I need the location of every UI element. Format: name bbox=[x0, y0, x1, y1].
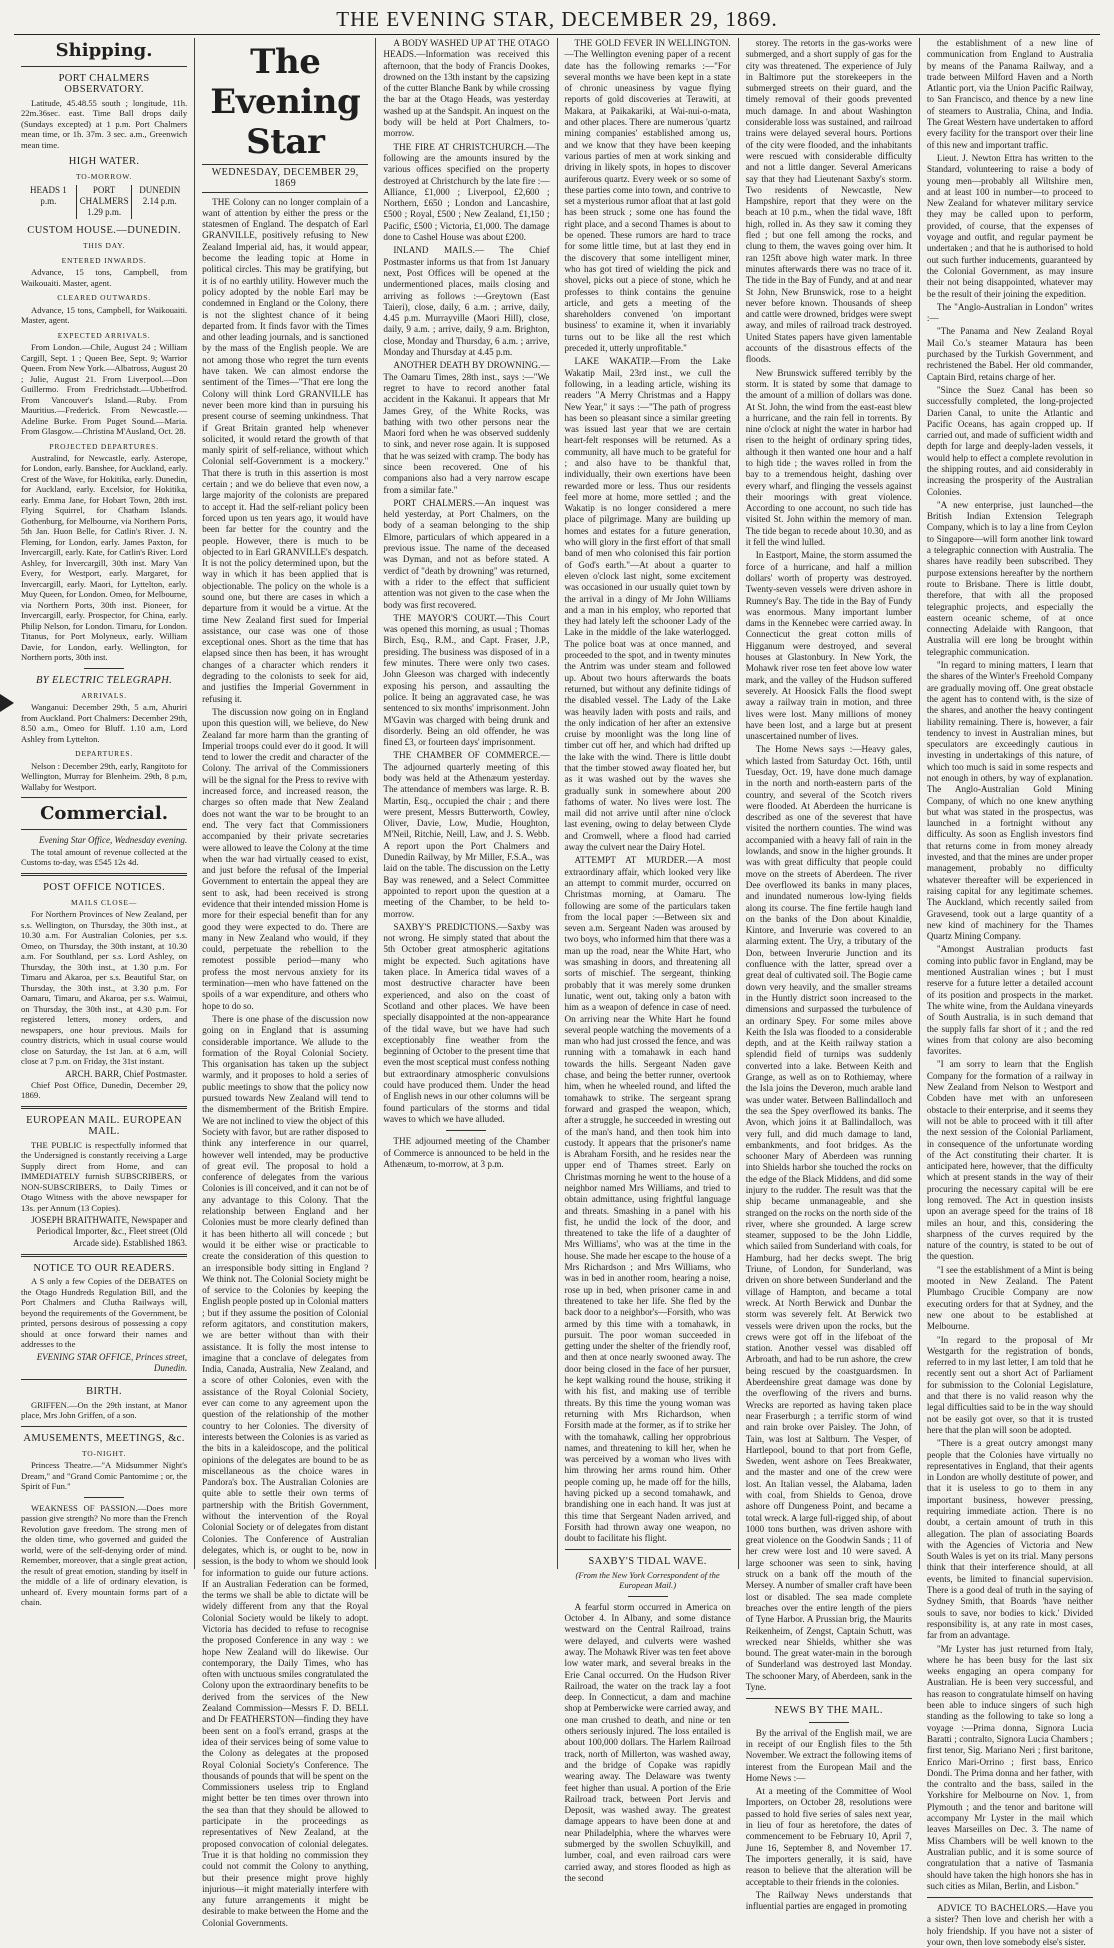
weakness-text: WEAKNESS OF PASSION.—Does more passion give strength? No more than the French Revolution gave freedom. The strong men of the olden time, who governed and guided the world, were of the self-denying order of mind. Remember, moreover, that a single great action, the result of great emotion, standing by itself in the middle of a life of ordinary elevation, is unheard of. Every mountain forms part of a chain. bbox=[21, 1502, 188, 1608]
item-text: —From the Lake Wakatip Mail, 23rd inst., we cull the following, in a leading article, wishing its readers "A Merry Christmas and a Happy New Year," it says :—"The path of progress has been so pleasant since a similar greeting was issued last year that we are certain heart-felt responses will be returned. As a community, all have much to be grateful for ; and also have to be thankful that, individually, their own exertions have been rewarded more or less. Thus our residents feel more at home, more settled ; and the Wakatip is no longer considered a mere place of pilgrimage. Many are building up homes and estates for a future generation, who will glory in the first effort of that small band of men who colonised this fair portion of God's earth."—At about a quarter to eleven o'clock last night, some excitement was occasioned in our usually quiet town by the arrival in a dingy of Mr John Williams and a man in his employ, who reported that they had lately left the schooner Lady of the Lake in the middle of the lake waterlogged. The police boat was at once manned, and proceeded to the spot, and in twenty minutes the Antrim was under steam and followed up. About two hours afterwards the boats returned, but without any definite tidings of the disabled vessel. The Lady of the Lake was heavily laden with posts and rails, and the only indication of her after an extensive cruise by moonlight was the long line of timber cut off her, and which had drifted up the lake with the wind. There is little doubt that the timber stowed away floated her, but as it was washed out by the waves she gradually sunk in somewhere about 200 fathoms of water. No lives were lost. The mail did not arrive until after nine o'clock last evening, owing to delay between Clyde and Cromwell, where a flood had carried away the culvert near the Dairy Hotel. bbox=[564, 356, 731, 853]
item-text: —The following are the amounts insured by the various offices specified on the property destroyed at Christchurch by the late fire :—Alliance, £1,000 ; Liverpool, £2,600 ; Northern, £650 ; London and Lancashire, £500 ; Royal, £500 ; New Zealand, £1,150 ; Pacific, £500 ; Victoria, £1,000. The damage done to Cashel House was about £200. bbox=[383, 141, 550, 243]
post-office-title: POST OFFICE NOTICES. bbox=[43, 881, 166, 893]
pointer-arrow-icon bbox=[0, 694, 14, 712]
cleared-text: Advance, 15 tons, Campbell, for Waikouaiti. Master, agent. bbox=[21, 304, 188, 326]
european-mail-signature: JOSEPH BRAITHWAITE, Newspaper and Periodical Importer, &c., Fleet street (Old Arcade side). Established 1863. bbox=[31, 1215, 188, 1248]
item-heading: THE FIRE AT CHRISTCHURCH. bbox=[393, 141, 527, 152]
departures-text: Australind, for Newcastle, early. Asterope, for London, early. Banshee, for Auckland, early. Crest of the Wave, for Hokitika, early. Dunedin, for Auckland, early. Excelsior, for Hokitika, early. Emma Jane, for Hobart Town, 28th inst. Flying Squirrel, for Chatham Islands. Gothenburg, for Melbourne, via Northern Ports, 5th Jan. Huon Belle, for Catlin's River. J. N. Fleming, for London, early. James Paxton, for Invercargill, early. Kate, for Catlin's River. Lord Ashley, for Invercargill, 30th inst. Mary Van Every, for Westport, early. Margaret, for Invercargill, early. Maori, for Lyttelton, early. Muy Queen, for London. Omeo, for Melbourne, via Northern Ports, 30th inst. Pioneer, for Invercargill, early. Prospector, for China, early. Philip Nelson, for London. Timaru, for London. Titanus, for Port Molyneux, early. William Davie, for London, early. Wellington, for Northern ports, 30th inst. bbox=[21, 452, 188, 663]
divider bbox=[927, 1897, 1093, 1898]
tel-departures-label: DEPARTURES. bbox=[75, 749, 134, 759]
item-heading: ATTEMPT AT MURDER. bbox=[574, 855, 688, 866]
entered-label: ENTERED INWARDS. bbox=[61, 256, 147, 266]
item-heading: THE GOLD FEVER IN WELLINGTON. bbox=[574, 38, 731, 48]
local-item bbox=[383, 922, 549, 1125]
divider bbox=[746, 1698, 912, 1699]
editorial-paragraph-3: There is one phase of the discussion now going on in England that is assuming considerable importance. We allude to the formation of the Royal Colonial Society. This organisation has taken up the subject warmly, and it proposes to hold a series of public meetings to show that the policy now pursued towards New Zealand will tend to the dismemberment of the British Empire. We are not inclined to view the object of this Society with favor, but are rather disposed to think any interference in our quarrel, however well intended, may be productive of great evil. The proposal to hold a conference of delegates from the various Colonies is ill conceived, and it can not be of any advantage to this Colony. That the relationship between England and her Colonies must be more clearly defined than it has been hitherto all will concede ; but would it be either wise or practicable to create the consideration of this question to an irresponsible body sitting in England ? We think not. The Colonial Society might be of service to the Colonies by keeping the English people posted up in Colonial matters ; but if they assume the position of Colonial reform agitators, and constitution makers, we are better without than with their assistance. It is folly the most intense to imagine that a conclave of delegates from India, Canada, Australia, New Zealand, and a score of other Colonies, even with the assistance of the Royal Colonial Society, ever can come to any agreement upon the question of the relationship of the mother country to her Colonies. The diversity of interests between the Colonies is as varied as the bits in a kaleidoscope, and the political opinions of the delegates are bound to be as miscellaneous as the choice wares in Pandora's box. The Australian Colonies are quite able to settle their own terms of partnership with the British Government, without the intervention of the Royal Colonial Society or of delegates from distant Colonies. The Conference of Australian delegates, which is, or ought to be, now in session, is the body to whom we should look for information to guide our future actions. If an Australian Federation can be formed, the terms we shall be able to dictate will be widely different from any that the Royal Colonial Society would be likely to adopt. Victoria has decided to refuse to recognise the proposed Conference in any way : we hope New Zealand will do likewise. Our contemporary, the Daily Times, who has often with unctuous smiles congratulated the Colony upon the extraordinary benefits to be derived from the services of the New Zealand Commission—Messrs F. D. BELL and Dr FEATHERSTON—finding they have been sent on a fool's errand, grasps at the idea of their services being of some value to the Colony as delegates at the proposed Royal Colonial Society's Conference. The thousands of pounds that will be spent on the Commissioners useless trip to England might better be ten times over thrown into the sea than that they should be allowed to participate in the proceedings as representatives of New Zealand, at the proposed convocation of colonial delegates. True it is that holding no commission they could not commit the Colony to anything, but their presence might prove highly injurious—it might materially interfere with any future arrangements it might be desirable to make between the Home and the Colonial Governments. bbox=[202, 1013, 369, 1928]
column-4 bbox=[558, 38, 739, 1883]
item-text: —The adjourned quarterly meeting of this body was held at the Athenæum yesterday. The attendance of members was large. R. B. Martin, Esq., occupied the chair ; and there were present, Messrs Butterworth, Cowley, Oliver, Davie, Low, Mudie, Houghton, M'Neil, Ritchie, Neill, Law, and J. S. Webb. A report upon the Port Chalmers and Dunedin Railway, by Mr Miller, F.S.A., was laid on the table. The discussion on the Letty Bay was renewed, and a Select Committee appointed to report upon the question at a meeting of the Chamber, to be held to-morrow. bbox=[383, 750, 550, 919]
divider bbox=[21, 66, 187, 67]
commercial-office: Evening Star Office, Wednesday evening. bbox=[39, 835, 188, 846]
news-continued-3: The "Anglo-Australian in London" writes :— bbox=[926, 301, 1094, 324]
birth-text: GRIFFEN.—On the 29th instant, at Manor place, Mrs John Griffen, of a son. bbox=[21, 1399, 188, 1421]
news-continued-6: "A new enterprise, just launched—the British Indian Extension Telegraph Company, which is to lay a line from Ceylon to Singapore—will form another link toward a telegraphic connection with Australia. The shares have readily been subscribed. They purpose extensions hereafter by the northern route to Brisbane. There is little doubt, therefore, that with all the proposed telegraphic projects, and especially the eastern oceanic scheme, of at once connecting Adelaide with Rangoon, that Australia will ere long be brought within telegraphic communication. bbox=[926, 499, 1094, 657]
tidal-wave-subtitle: (From the New York Correspondent of the European Mail.) bbox=[575, 1569, 720, 1591]
news-continued-4: "The Panama and New Zealand Royal Mail Co.'s steamer Mataura has been purchased by the Turkish Government, and rechristened the Babel. Her old commander, Captain Bird, retains charge of her. bbox=[926, 326, 1094, 382]
tel-departures-text: Nelson : December 29th, early, Rangitoto for Wellington, Murray for Blenheim. 29th, 8 p.m, Wallaby for Westport. bbox=[21, 760, 188, 792]
item-text: —An inquest was held yesterday, at Port Chalmers, on the body of a seaman belonging to the ship Elmore, particulars of which appeared in a previous issue. The name of the deceased was Dyman, and not as before stated. A verdict of "death by drowning" was returned, with a rider to the effect that sufficient attention was not given to the case when the body was first recovered. bbox=[383, 497, 550, 610]
local-item bbox=[383, 613, 549, 749]
news-continued-8: "Amongst Australian products fast coming into public favor in England, may be mentioned Australian wines ; but I must reserve for a future letter a detailed account of its position and prospects in the market. The white wine, from the Auldana vineyards of South Australia, is in such demand that the supply falls far short of it ; and the red wines from that colony are also becoming favorites. bbox=[926, 944, 1094, 1057]
telegraph-title: BY ELECTRIC TELEGRAPH. bbox=[35, 674, 173, 686]
tide-table bbox=[21, 185, 187, 219]
item-text: —Information was received this afternoon, that the body of Francis Dookes, drowned on the 13th instant by the capsizing of the cutter Blanche Bank by while crossing the bar at the Otago Heads, was yesterday washed up at the Sandspit. An inquest on the body will be held at Port Chalmers, to-morrow. bbox=[383, 49, 550, 139]
item-heading: SAXBY'S PREDICTIONS. bbox=[393, 921, 499, 932]
local-item bbox=[383, 38, 549, 140]
expected-label: EXPECTED ARRIVALS. bbox=[57, 330, 151, 340]
item-heading: INLAND MAILS. bbox=[393, 245, 475, 256]
entered-text: Advance, 15 tons, Campbell, from Waikouaiti. Master, agent. bbox=[21, 267, 188, 288]
advice-to-bachelors: ADVICE TO BACHELORS.—Have you a sister? Then love and cherish her with a holy friendship. If you have not a sister of your own, then love somebody else's sister. bbox=[926, 1903, 1094, 1947]
news-continued-5: "Since the Suez Canal has been so successfully completed, the long-projected Darien Canal, to unite the Atlantic and Pacific Oceans, has again cropped up. If carried out, and made of sufficient width and depth for large and deeply-laden vessels, it would help to effect a complete revolution in the shipping routes, and aid considerably in increasing the prosperity of the Australian Colonies. bbox=[926, 384, 1094, 497]
masthead: THE EVENING STAR, DECEMBER 29, 1869. bbox=[336, 7, 778, 31]
adjourned-notice: THE adjourned meeting of the Chamber of Commerce is announced to be held in the Athenæum, to-morrow, at 3 p.m. bbox=[383, 1136, 550, 1169]
local-item bbox=[383, 360, 549, 496]
item-text: — The Chief Postmaster informs us that from 1st January next, Post Offices will be opened at the undermentioned places, mails closing and arriving as follows :—Greytown (East Taieri), close, daily, 6 a.m. ; arrive, daily, 4.45 p.m. Murrayville (Maori Hill), close, daily, 9 a.m. ; arrive, daily, 9 a.m. Brighton, close, Monday and Thursday, 6 a.m. ; arrive, Monday and Thursday at 4.45 p.m. bbox=[383, 245, 550, 358]
divider bbox=[84, 1497, 124, 1498]
news-continued-9: "I am sorry to learn that the English Company for the formation of a railway in New Zealand from Nelson to Westport and Cobden have met with an unforeseen obstacle to their enterprise, and it seems they will not be able to proceed with it till after the next session of the Colonial Parliament, in consequence of the unfortunate wording of the Act constituting their charter. It is anticipated here, however, that the difficulty which at present stands in the way of their procuring the necessary capital will be ere long removed. The Act in question insists upon an average speed for the trains of 18 miles an hour, and this, considering the sharpness of the curves required by the nature of the country, is stated to be out of the question. bbox=[926, 1059, 1094, 1262]
local-item bbox=[565, 38, 731, 354]
commercial-title: Commercial. bbox=[40, 803, 169, 825]
column-1 bbox=[14, 38, 195, 1608]
local-item bbox=[383, 750, 549, 919]
tidal-wave-continued-1: storey. The retorts in the gas-works were submerged, and a short supply of gas for the city was threatened. The experience of July in Baltimore put the storekeepers in the submerged streets on their guard, and the timely removal of their goods prevented much damage. In and about Washington considerable loss was sustained, and railroad trains were delayed several hours. Portions of the city were flooded, and the inhabitants were rescued with considerable difficulty and not a little danger. Several Americans say that they had Lieutenant Saxby's storm. Two residents of Newcastle, New Hampshire, report that they were on the beach at 10 p.m., when the tidal wave, 18ft high, rolled in. As they saw it coming they fled ; but one fell among the rocks, and clung to them, the waves going over him. It ran 125ft above high water mark. In three minutes afterwards there was no trace of it. The tide in the Bay of Fundy, and at and near St John, New Brunswick, rose to a height never before known. Thousands of sheep and cattle were drowned, bridges were swept away, and miles of railroad track destroyed. United States papers have given lamentable accounts of the disastrous effects of the floods. bbox=[745, 38, 912, 365]
tonight-label: TO-NIGHT. bbox=[81, 1448, 127, 1458]
masthead-rule bbox=[14, 34, 1100, 35]
columns bbox=[14, 38, 1100, 1947]
divider bbox=[21, 797, 187, 798]
editorial-date: WEDNESDAY, DECEMBER 29, 1869 bbox=[202, 164, 368, 193]
local-item bbox=[383, 142, 549, 244]
tidal-wave-continued-4: The Home News says :—Heavy gales, which lasted from Saturday Oct. 16th, until Tuesday, Oct. 19, have done much damage in the north and north-eastern parts of the country, and several of the Scotch rivers were flooded. At Aberdeen the hurricane is described as one of the severest that have visited the northern counties. The wind was accompanied with a heavy fall of rain in the lowlands, and snow in the higher grounds. It was with great difficulty that people could move on the streets of Aberdeen. The river Dee overflowed its banks in many places, and inundated numerous low-lying fields along its course. The fine fertile haugh land on the banks of the Don about Kinaldie, Kintore, and Inverurie was covered to an alarming extent. The Ury, a tributary of the Don, between Inverurie Junction and its confluence with the latter, spread over a great deal of cultivated soil. The Bogie came down very heavily, and the smaller streams in the Huntly district soon increased to the dimensions and surpassed the turbulence of an ordinary Spey. For some miles above Keith the Isla was flooded to a considerable depth, and at the Keith railway station a splendid field of turnips was suddenly converted into a lake. Between Keith and Grange, as well as on to Rothiemay, where the Isla joins the Deveron, much arable land was under water. Between Ballindalloch and the sea the Spey overflowed its banks. The Avon, which joins it at Ballindalloch, was very full, and did much damage to land, embankments, and foot bridges. As the schooner Mary of Aberdeen was running into Shields harbor she touched the rocks on the edge of the Black Middens, and did some injury to the rudder. The result was that the ship became unmanageable, and she stranged on the rocks on the north side of the river, where she grounded. A large screw steamer, supposed to be the John Liddle, which sailed from Sunderland with coals, for Hamburg, had her decks swept. The brig Triune, of London, for Sunderland, was driven on shore between Sunderland and the village of Hampton, and became a total wreck. At North Berwick and Dunbar the storm was severely felt. At Berwick two vessels were driven upon the rocks, but the crews were got off in the lifeboat of the station. Another vessel was disabled off Arbroath, and had to be run ashore, the crew being rescued by the coastguardsmen. In Aberdeenshire great damage was done by the overflowing of the rivers and burns. Wrecks are reported as having taken place near Fraserburgh ; a terrific storm of wind and rain broke over Paisley. The John, of Tain, was lost at Saltburn. The Vesper, of Hartlepool, bound to that port from Gefle, Sweden, went ashore on Tees Breakwater, and the master and one of the crew were lost. An Italian vessel, the Alabama, laden with coal, from Shields to Genoa, drove ashore off Dungeness Point, and became a total wreck. A large full-rigged ship, of about 1000 tons burthen, was driven ashore with great violence on the Goodwin Sands ; 11 of her crew were lost and 10 were saved. A large schooner was seen to sink, having struck on a bank off the mouth of the Mersey. A number of smaller craft have been lost or disabled. The sea made complete breaches over the entire length of the piers of Tyne Harbor. A Prussian brig, the Maurits Reikenheim, of Zengst, Captain Schutt, was wrecked near Shields, whither she was bound. The great water-main in the borough of Sunderland was destroyed last Monday. The schooner Mary, of Aberdeen, sank in the Tyne. bbox=[745, 744, 912, 1693]
notice-signature: EVENING STAR OFFICE, Princes street, Dunedin. bbox=[36, 1351, 188, 1374]
local-item bbox=[565, 356, 731, 853]
notice-text: A S only a few Copies of the DEBATES on the Otago Hundreds Regulation Bill, and the Port Chalmers and Clutha Railways will, beyond the requirements of the Government, be printed, persons desirous of possessing a copy should at once forward their names and addresses to the bbox=[21, 1276, 188, 1350]
tide-heads: HEADS 1 p.m. bbox=[29, 184, 67, 206]
expected-text: From London.—Chile, August 24 ; William Cargill, Sept. 1 ; Queen Bee, Sept. 9; Warrior Queen. From New York.—Albatross, August 20 ; Julie, August 21. From Liverpool.—Don Guillermo. From Fredrichstadt.—Ubbetfrod. From Vancouver's Island.—Ruby. From Mauritius.—Frederick. From Newcastle.—Adeline Burke. From Puget Sound.—Maria. From Glasgow.—Christina M'Ausland, Oct. 28. bbox=[21, 342, 188, 437]
observatory-text: Latitude, 45.48.55 south ; longitude, 11h. 22m.36sec. east. Time Ball drops daily (Sundays excepted) at 1 p.m. Port Chalmers mean time, or 1h. 37m. 3 sec. a.m., Greenwich mean time. bbox=[21, 97, 188, 150]
column-6 bbox=[920, 38, 1100, 1947]
divider bbox=[565, 1549, 731, 1550]
amusements-text: Princess Theatre.—"A Midsummer Night's Dream," and "Grand Comic Pantomime ; or, the Spirit of Fun." bbox=[21, 1460, 188, 1492]
tidal-wave-continued-2: New Brunswick suffered terribly by the storm. It is stated by some that damage to the amount of a million of dollars was done. At St. John, the wind from the east-east blew a hurricane, and the rain fell in torrents. By nine o'clock at night the water in harbor had risen to the height of ordinary spring tides, although it then wanted one hour and a half to high tide ; the waves rolled in from the bay to a tremendous height, dashing over every wharf, and flinging the vessels against their moorings with great violence. According to one account, no such tide has visited St. John within the memory of man. The tide began to recede about 10.30, and as it fell the wind lulled. bbox=[745, 367, 912, 548]
tide-port-chalmers: PORT CHALMERS 1.29 p.m. bbox=[76, 185, 132, 219]
column-2 bbox=[195, 38, 376, 1928]
arrivals-text: Wanganui: December 29th, 5 a.m, Ahuriri from Auckland. Port Chalmers: December 29th, 8.50 a.m., Omeo for Bluff. 1.10 a.m, Lord Ashley from Lyttelton. bbox=[21, 702, 188, 744]
shipping-title: Shipping. bbox=[55, 40, 153, 61]
high-water-title: HIGH WATER. bbox=[68, 156, 140, 168]
cleared-label: CLEARED OUTWARDS. bbox=[57, 293, 151, 303]
item-text: —A most extraordinary affair, which looked very like an attempt to commit murder, occurred on Christmas morning, at Oamaru. The following are some of the particulars taken from the local paper :—Between six and seven a.m. Sergeant Naden was aroused by two boys, who informed him that there was a man up the road, near the White Hart, who was smashing in doors, and threatening all sorts of mischief. The sergeant, thinking probably that it was merely some drunken lunatic, went out, taking only a baton with him as a weapon of defence in case of need. On arriving near the White Hart he found several people watching the movements of a man who had just crossed the fence, and was running with a tomahawk in each hand towards the hills. Sergeant Naden gave chase, and being the better runner, overtook him, when he wheeled round, and lifted the tomahawk to strike. The sergeant sprang forward and grasped the weapon, which, after a struggle, he succeeded in wresting out of the man's hand, and then took him into custody. It appears that the prisoner's name is Abraham Forsith, and he resides near the upper end of Thames street. Early on Christmas morning he went to the house of a neighbor named Mrs Williams, and tried to obtain admittance, using frightful language and threats. Smashing in a panel with his fist, he undid the lock of the door, and threatened to take the life of a daughter of Mrs Williams', who was at the time in the house. She made her escape to the house of a Mrs Richardson ; and Mrs Williams, who was in bed in another room, hearing a noise, rose up in bed, when prisoner came in and threatened to take her life. She fled by the back door to a neighbor's—Forsith, who was armed by this time with a tomahawk, in pursuit. The poor woman succeeded in getting under the shelter of the friendly roof, and then at once nearly swooned away. The door being closed in the face of her pursuer, he kept walking round the house, striking it with his fist, and making use of terrible threats. By this time the young woman was returning with Mrs Richardson, when Forsith made at the former, as if to strike her with the tomahawk, calling her opprobrious names, and threatening to kill her, when he was perceived by a woman who lives with him throwing her arms round him. Other people coming up, he made off for the hills, having picked up a second tomahawk, and brandishing one in each hand. It was just at this time that Sergeant Naden arrived, and Forsith had thrown away one weapon, no doubt to facilitate his flight. bbox=[564, 855, 731, 1544]
local-item bbox=[383, 498, 549, 611]
divider bbox=[446, 1130, 486, 1131]
divider bbox=[21, 1254, 187, 1257]
news-by-mail-title: NEWS BY THE MAIL. bbox=[774, 1705, 883, 1717]
local-item bbox=[383, 245, 549, 358]
mails-close-label: MAILS CLOSE— bbox=[71, 897, 138, 907]
customs-title: CUSTOM HOUSE.—DUNEDIN. bbox=[27, 224, 181, 236]
item-text: —This Court was opened this morning, as usual ; Thomas Birch, Esq., R.M., and Capt. Fraser, J.P., presiding. The business was disposed of in a few minutes. There were only two cases. John Gleeson was charged with indecently exposing his person, and assaulting the police. It being an aggravated case, he was sentenced to six months' imprisonment. John M'Gavin was charged with being drunk and disorderly. Being an old offender, he was fined £3, or fourteen days' imprisonment. bbox=[383, 612, 550, 748]
local-item bbox=[565, 855, 731, 1544]
tide-dunedin: DUNEDIN 2.14 p.m. bbox=[131, 185, 187, 219]
editorial-paragraph-1: THE Colony can no longer complain of a want of attention by either the press or the statesmen of England. The despatch of Earl GRANVILLE, positively refusing to New Zealand Imperial aid, has, it would appear, become the leading topic at Home in political circles. This may be gratifying, but it is of no earthly utility. However much the policy adopted by the noble Earl may be condemned in England or the Colony, there is not the slightest chance of it being departed from. It finds favor with the Times and other leading journals, and is sanctioned by the mass of the English people. We are not among those who regret the turn events have taken. We can almost endorse the sentiment of the Times—"That ere long the Colony will think Lord GRANVILLE has never been more kind than in pursuing his present course of seeming unkindness. That if Great Britain granted help whenever solicited, it would retard the growth of that manly spirit of self-reliance, without which Colonial self-Government is a mockery." That there is truth in this assertion is most certain ; and we do believe that even now, a large majority of the colonists are prepared to accept it. Had the self-reliant policy been forced upon us ten years ago, it would have been far better for the country and the people. However, there is much to be objected to in Earl GRANVILLE's despatch. It is not the policy determined upon, but the way in which it has been applied that is objectionable. The policy on the whole is a sound one, but there are cases in which a departure from it would be a virtue. At the time New Zealand first sued for Imperial assistance, our case was one of those exceptional ones. Short as the time that has elapsed since then has been, it has wrought changes of a character which renders it degrading to the colonists to seek for aid, and justifies the Imperial Government in refusing it. bbox=[202, 196, 369, 704]
news-continued-2: Lieut. J. Newton Ettra has written to the Standard, volunteering to raise a body of young men—probably all Wiltshire men, and at least 100 in number—to proceed to New Zealand for whatever military service they may be called upon to perform, provided, of course, that the expenses of voyage and outfit, and regular payment be undertaken ; and that he is authorised to hold out such further inducements, guaranteed by the Colonial Government, as may insure their not being disappointed, whatever may be the result of their joining the expedition. bbox=[926, 152, 1094, 299]
divider bbox=[21, 829, 187, 830]
departures-label: PROJECTED DEPARTURES. bbox=[49, 441, 159, 451]
divider bbox=[21, 1426, 187, 1427]
item-text: —Saxby was not wrong. He simply stated that about the 5th October great atmospheric agitations might be expected. Such agitations have taken place. In America tidal waves of a most destructive character have been experienced, and also on the coast of Scotland and other places. We have been specially disappointed at the non-appearance of the tidal wave, but we have had such exceptionably fine weather from the beginning of October to the present time that even the most sceptical must confess nothing but extraordinary atmospheric convulsions could have produced them. Under the head of English news in our other columns will be found particulars of the storms and tidal waves to which we have alluded. bbox=[383, 921, 550, 1124]
tomorrow-label: TO-MORROW. bbox=[76, 172, 133, 182]
item-text: —The Oamaru Times, 28th inst., says :—"We regret to have to record another fatal accident in the Kakanui. It appears that Mr James Grey, of the White Rocks, was bathing with two other persons near the Maori ford when he was observed suddenly to sink, and never rose again. It is supposed that he was seized with cramp. The body has since been recovered. One of his companions also had a very narrow escape from a similar fate." bbox=[383, 360, 550, 495]
item-heading: THE MAYOR'S COURT. bbox=[393, 612, 497, 623]
divider bbox=[84, 668, 124, 669]
item-heading: ANOTHER DEATH BY DROWNING. bbox=[393, 360, 541, 371]
divider bbox=[21, 1379, 187, 1380]
tidal-wave-text: A fearful storm occurred in America on October 4. In Albany, and some distance westward on the Central Railroad, trains were delayed, and culverts were washed away. The Mohawk River was ten feet above low water mark, and several breaks in the Erie Canal occurred. On the Hudson River Railroad, the water on the track lay a foot deep. In Connecticut, a dam and machine shop at Pemberwicke were carried away, and one man crushed to death, and nine or ten others seriously injured. The loss entailed is about 100,000 dollars. The Harlem Railroad track, north of Millerton, was washed away, and the bridge of Copake was rapidly wearing away. The Delaware was twenty feet higher than usual. A portion of the Erie Railroad track, between Port Jervis and Deposit, was washed away. The greatest damage appears to have been done at and near Philadelphia, where the wharves were submerged by the swollen Schuylkill, and lumber, coal, and even railroad cars were carried away, and stores flooded as high as the second bbox=[564, 1601, 731, 1883]
amusements-title: AMUSEMENTS, MEETINGS, &c. bbox=[23, 1432, 185, 1444]
news-continued-10: "I see the establishment of a Mint is being mooted in New Zealand. The Patent Plumbago Crucible Company are now executing orders for that at Sydney, and the new one about to be established at Melbourne. bbox=[926, 1264, 1094, 1332]
tidal-wave-continued-3: In Eastport, Maine, the storm assumed the force of a hurricane, and half a million dollars' worth of property was destroyed. Twenty-seven vessels were driven ashore in Rumney's Bay. The tide in the Bay of Fundy was enormous. Many important lumber dams in the Kennebec were carried away. In Connecticut the great cotton mills of Higganum were destroyed, and several houses at Glastonbury. In New York, the Mohawk river rose ten feet above low water mark, and the valley of the Hudson suffered severely. At Hoosick Falls the flood swept away a railway train in motion, and three lives were lost. Many millions of money have been lost, and a large but at present unascertained number of lives. bbox=[745, 550, 912, 742]
european-mail-title: EUROPEAN MAIL. EUROPEAN MAIL. bbox=[26, 1114, 183, 1138]
arrivals-label: ARRIVALS. bbox=[81, 691, 127, 701]
editorial-paragraph-2: The discussion now going on in England upon this question will, we believe, do New Zealand far more harm than the granting of Imperial troops could ever do it good. It will tend to lower the credit and character of the Colony. The arrival of the Commissioners will be the signal for the Press to revive with increased force, and increased reason, the charges so often made that New Zealand does not want the war to be brought to an end. The very fact that Commissioners accompanied by their private secretaries were allowed to leave the Colony at the time when the war had virtually ceased to exist, and just before the refusal of the Imperial Government to entertain the appeal they are sent to ask, had been received is strong evidence that their intended mission Home is more for their especial benefit than for any good they were expected to do. There are many in New Zealand who would, if they could, perpetuate the rebellion to the remotest possible period—many who profess the most nervous anxiety for its termination—men who have fattened on the spoils of a war expenditure, and others who hope to do so. bbox=[202, 706, 369, 1011]
item-text: —The Wellington evening paper of a recent date has the following remarks :—"For several months we have been kept in a state of chronic uneasiness by vague flying reports of gold discoveries at Terawiti, at Makara, at Paikakariki, at Wai-nui-o-mata, and other places. There are numerous 'quartz mining companies' established among us, and we know that they have been keeping various parties of men at work sinking and driving in likely spots, in hopes to discover auriferous quartz. Every week or so some of these parties come into town, and contrive to set a mysterious rumor afloat that at last gold has been struck ; some one has found the right place, and a second Thames is about to be opened. These rumors are hard to trace for some little time, but at last they end in the discovery that some intelligent miner, who has got tired of wielding the pick and shovel, picks out a piece of stone, which he professes to think contains the genuine article, and gets a meeting of the shareholders convened 'on important business' to examine it, when it invariably turns out to be like all the rest which preceded it, utterly unprofitable." bbox=[564, 49, 731, 354]
notice-title: NOTICE TO OUR READERS. bbox=[33, 1262, 175, 1274]
item-heading: THE CHAMBER OF COMMERCE. bbox=[393, 750, 541, 761]
news-continued-12: "There is a great outcry amongst many people that the Colonies have virtually no representatives in England, that their agents in London are wholly destitute of power, and that it is useless to go to them in any important business, however pressing, requiring immediate action. There is no doubt, a certain amount of truth in this allegation. The plan of associating Boards with the Agencies of Victoria and New South Wales is yet on its trial. Many persons think that their interference should, at all events, be limited to financial supervision. There is a good deal of truth in the saying of Sydney Smith, that Boards 'have neither souls to save, nor bodies to kick.' Divided responsibility is, at any rate in most cases, far from an advantage. bbox=[926, 1438, 1094, 1641]
news-mail-paragraph-2: At a meeting of the Committee of Wool Importers, on October 28, resolutions were passed to hold five series of sales next year, in lieu of four as heretofore, the dates of commencement to be February 10, April 7, June 16, September 8, and November 17. The importers generally, it is said, have reason to believe that the alteration will be acceptable to their friends in the colonies. bbox=[745, 1786, 912, 1887]
news-continued-13: "Mr Lyster has just returned from Italy, where he has been busy for the last six weeks engaging an opera company for Australian. He is been very successful, and has reason to congratulate himself on having been able to induce singers of such high standing as the following to take so long a voyage :—Prima donna, Signora Lucia Baratti ; contralto, Signora Lucia Chambers ; first tenor, Sig. Mariano Neri ; first baritone, Enrico Mari-Orrino ; first bass, Enrico Dondi. The Prima donna and her father, with the contralto and the bass, sailed in the Yorkshire for Melbourne on Nov. 1, from Plymouth ; and the tenor and baritone will accompany Mr Lyster in the mail which leaves Marseilles on Dec. 3. The name of Miss Chambers will be well known to the Australian public, and it is some source of congratulation that a native of Tasmania should have taken the high honors she has in such cities as Milan, Berlin, and Lisbon." bbox=[926, 1643, 1094, 1891]
news-continued-1: the establishment of a new line of communication from England to Australia by means of the Panama Railway, and a trade between Milford Haven and a North Atlantic port, via the Union Pacific Railway, to San Francisco, and thence by a new line of steamers to Australia, China, and India. The Great Western have undertaken to afford every facility for the transport over their line of this new and important traffic. bbox=[926, 38, 1094, 150]
tidal-wave-title: SAXBY'S TIDAL WAVE. bbox=[588, 1556, 707, 1568]
item-heading: PORT CHALMERS. bbox=[393, 497, 476, 508]
news-mail-paragraph-3: The Railway News understands that influential parties are engaged in promoting bbox=[745, 1889, 912, 1912]
divider bbox=[628, 1596, 668, 1597]
post-office-signature: ARCH. BARR, Chief Postmaster. bbox=[65, 1068, 188, 1079]
observatory-title: PORT CHALMERS OBSERVATORY. bbox=[58, 73, 150, 96]
news-continued-7: "In regard to mining matters, I learn that the shares of the Winter's Freehold Company are gradually moving off. One great obstacle the agent has to contend with, is the size of the shares, and another the heavy contingent liability remaining. There is, however, a fair tendency to invest in Australian mines, but speculators are exceedingly cautious in investing in undertakings of this nature, of which too much is said in some respects and not enough in others, by way of explanation. The Anglo-Australian Gold Mining Company, of which no one knew anything but what was stated in the prospectus, was launched in a fortnight without any difficulty. As soon as English investors find that returns come in from money already invested, and that the mines are under proper management, probably no difficulty whatever thereafter will be experienced in raising capital for any legitimate schemes. The Auckland, which recently sailed from Gravesend, took out a large quantity of a new kind of machinery for the Thames Quartz Mining Company. bbox=[926, 660, 1094, 942]
divider bbox=[21, 1106, 187, 1109]
divider bbox=[21, 873, 187, 876]
news-mail-paragraph-1: By the arrival of the English mail, we are in receipt of our English files to the 5th November. We extract the following items of interest from the European Mail and the Home News :— bbox=[745, 1727, 912, 1783]
this-day-label: THIS DAY. bbox=[82, 240, 126, 250]
post-office-footer: Chief Post Office, Dunedin, December 29, 1869. bbox=[21, 1079, 188, 1101]
column-3 bbox=[376, 38, 557, 1569]
item-heading: LAKE WAKATIP. bbox=[574, 356, 651, 367]
column-5 bbox=[739, 38, 920, 1912]
item-heading: A BODY WASHED UP AT THE OTAGO HEADS. bbox=[383, 38, 550, 60]
birth-title: BIRTH. bbox=[86, 1386, 123, 1398]
post-office-text: For Northern Provinces of New Zealand, per s.s. Wellington, on Thursday, the 30th inst., at 10.30 a.m. For Australian Colonies, per s.s. Omeo, on Thursday, the 30th instant, at 10.30 a.m. For Southland, per s.s. Lord Ashley, on Thursday, the 30th inst., at 1.30 p.m. For Timaru and Akaroa, per s.s. Beautiful Star, on Thursday, the 30th inst., at 3.30 p.m. For Oamaru, Timaru, and Akaroa, per s.s. Waimui, on Thursday, the 30th inst., at 4.30 p.m. For registered letters, money orders, and newspapers, one hour previous. Mails for country districts, which in usual course would close on Saturday, the 1st Jan. at 6 a.m, will close at 7 p.m. on Friday, the 31st instant. bbox=[21, 909, 188, 1067]
newspaper-title: The Evening Star bbox=[210, 42, 361, 162]
divider bbox=[809, 1722, 849, 1723]
european-mail-text: THE PUBLIC is respectfully informed that the Undersigned is constantly receiving a Large Supply direct from Home, and can IMMEDIATELY furnish SUBSCRIBERS, or NON-SUBSCRIBERS, to Daily Times or Otago Witness with the above newspaper for 13s. per Annum (13 Copies). bbox=[21, 1139, 188, 1213]
news-continued-11: "In regard to the proposal of Mr Westgarth for the registration of bonds, referred to in my last letter, I am told that he recently sent out a short Act of Parliament for submission to the Colonial Legislature, and that there is no valid reason why the legal difficulties said to be in the way should not be easily got over, so that it is trusted here that the plan will soon be adopted. bbox=[926, 1334, 1094, 1435]
commercial-text: The total amount of revenue collected at the Customs to-day, was £545 12s 4d. bbox=[21, 846, 188, 868]
